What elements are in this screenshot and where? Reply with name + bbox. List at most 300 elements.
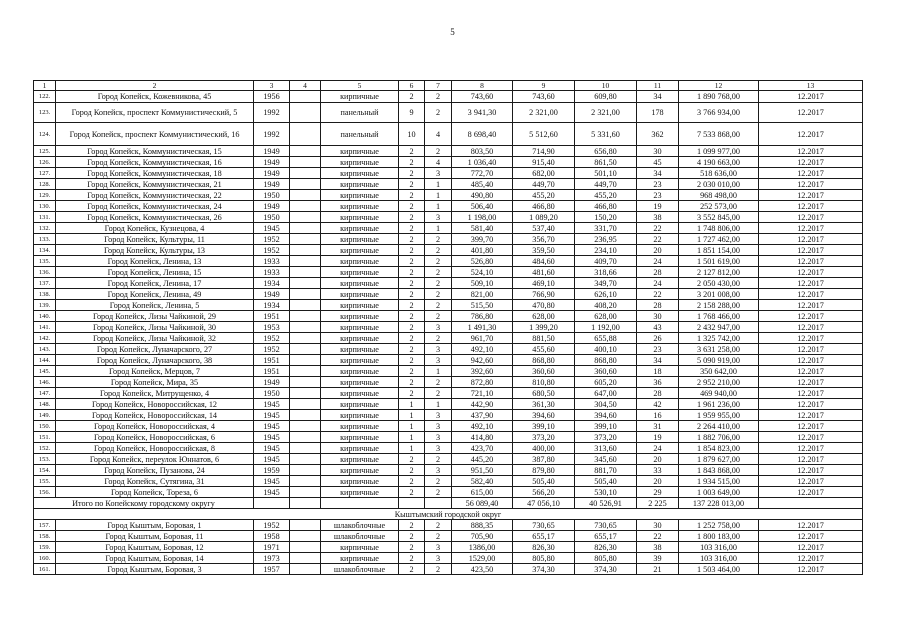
area-col9-cell: 730,65 xyxy=(513,520,575,531)
year-cell: 1949 xyxy=(254,377,290,388)
year-cell: 1952 xyxy=(254,234,290,245)
residents-cell: 36 xyxy=(637,377,679,388)
area-col10-cell: 2 321,00 xyxy=(575,103,637,123)
floors-cell: 1 xyxy=(399,410,425,421)
row-number-cell: 158. xyxy=(34,531,56,542)
area-col10-cell: 234,10 xyxy=(575,245,637,256)
entrances-cell: 2 xyxy=(425,388,452,399)
table-row xyxy=(34,454,863,465)
area-col10-cell: 501,10 xyxy=(575,168,637,179)
area-col10-cell: 609,80 xyxy=(575,91,637,103)
empty-cell xyxy=(290,487,321,498)
address-cell: Город Копейск, Новороссийская, 4 xyxy=(56,421,254,432)
year-cell: 1952 xyxy=(254,344,290,355)
entrances-cell: 2 xyxy=(425,333,452,344)
empty-cell xyxy=(290,223,321,234)
area-col10-cell: 655,17 xyxy=(575,531,637,542)
empty-cell xyxy=(290,300,321,311)
area-col9-cell: 915,40 xyxy=(513,157,575,168)
table-row xyxy=(34,465,863,476)
empty-cell xyxy=(290,432,321,443)
empty-cell xyxy=(290,531,321,542)
row-number-cell: 122. xyxy=(34,91,56,103)
cost-cell: 1 503 464,00 xyxy=(679,564,759,575)
year-cell: 1945 xyxy=(254,410,290,421)
cost-cell: 1 099 977,00 xyxy=(679,146,759,157)
wall-material-cell: кирпичные xyxy=(321,421,399,432)
floors-cell: 2 xyxy=(399,289,425,300)
table-row xyxy=(34,410,863,421)
wall-material-cell: кирпичные xyxy=(321,245,399,256)
address-cell: Город Копейск, проспект Коммунистический, 5 xyxy=(56,103,254,123)
residents-cell: 28 xyxy=(637,388,679,399)
floors-cell: 1 xyxy=(399,443,425,454)
total-area-cell: 582,40 xyxy=(452,476,513,487)
area-col9-cell: 680,50 xyxy=(513,388,575,399)
cost-cell: 1 252 758,00 xyxy=(679,520,759,531)
empty-cell xyxy=(290,146,321,157)
wall-material-cell: кирпичные xyxy=(321,366,399,377)
wall-material-cell: кирпичные xyxy=(321,256,399,267)
year-cell: 1971 xyxy=(254,542,290,553)
entrances-cell: 3 xyxy=(425,212,452,223)
area-col10-cell: 861,50 xyxy=(575,157,637,168)
wall-material-cell: шлакоблочные xyxy=(321,531,399,542)
row-number-cell: 143. xyxy=(34,344,56,355)
total-area-sum: 56 089,40 xyxy=(452,498,513,509)
empty-cell xyxy=(290,201,321,212)
year-cell: 1951 xyxy=(254,366,290,377)
area-col10-cell: 304,50 xyxy=(575,399,637,410)
area-col10-cell: 655,88 xyxy=(575,333,637,344)
year-cell: 1959 xyxy=(254,465,290,476)
cost-cell: 968 498,00 xyxy=(679,190,759,201)
residents-cell: 28 xyxy=(637,267,679,278)
entrances-cell: 2 xyxy=(425,146,452,157)
row-number-cell: 124. xyxy=(34,123,56,146)
total-area-cell: 509,10 xyxy=(452,278,513,289)
address-cell: Город Копейск, Ленина, 49 xyxy=(56,289,254,300)
cost-cell: 1 934 515,00 xyxy=(679,476,759,487)
entrances-cell: 1 xyxy=(425,179,452,190)
residents-cell: 33 xyxy=(637,465,679,476)
year-cell: 1951 xyxy=(254,355,290,366)
address-cell: Город Копейск, Лизы Чайкиной, 29 xyxy=(56,311,254,322)
deadline-cell: 12.2017 xyxy=(759,223,863,234)
row-number-cell: 123. xyxy=(34,103,56,123)
column-number: 4 xyxy=(290,81,321,91)
address-cell: Город Кыштым, Боровая, 3 xyxy=(56,564,254,575)
wall-material-cell: кирпичные xyxy=(321,234,399,245)
cost-cell: 469 940,00 xyxy=(679,388,759,399)
area-col9-cell: 394,60 xyxy=(513,410,575,421)
entrances-cell: 3 xyxy=(425,432,452,443)
area-col10-cell: 628,00 xyxy=(575,311,637,322)
row-number-cell: 130. xyxy=(34,201,56,212)
residents-cell: 178 xyxy=(637,103,679,123)
cost-cell: 1 890 768,00 xyxy=(679,91,759,103)
cost-cell: 1 325 742,00 xyxy=(679,333,759,344)
area-col10-cell: 881,70 xyxy=(575,465,637,476)
cost-cell: 3 201 008,00 xyxy=(679,289,759,300)
table-row xyxy=(34,234,863,245)
address-cell: Город Копейск, Новороссийская, 8 xyxy=(56,443,254,454)
total-area-cell: 1 036,40 xyxy=(452,157,513,168)
year-cell: 1949 xyxy=(254,157,290,168)
deadline-cell: 12.2017 xyxy=(759,465,863,476)
address-cell: Город Копейск, Коммунистическая, 22 xyxy=(56,190,254,201)
row-number-cell: 145. xyxy=(34,366,56,377)
floors-cell: 2 xyxy=(399,267,425,278)
total-area-cell: 524,10 xyxy=(452,267,513,278)
empty-cell xyxy=(290,179,321,190)
area-col9-cell: 356,70 xyxy=(513,234,575,245)
cost-cell: 103 316,00 xyxy=(679,553,759,564)
column-number: 13 xyxy=(759,81,863,91)
residents-cell: 23 xyxy=(637,179,679,190)
residents-cell: 19 xyxy=(637,201,679,212)
residents-cell: 34 xyxy=(637,168,679,179)
row-number-cell: 129. xyxy=(34,190,56,201)
entrances-cell: 3 xyxy=(425,344,452,355)
year-cell: 1934 xyxy=(254,300,290,311)
total-area-cell: 492,10 xyxy=(452,421,513,432)
entrances-cell: 3 xyxy=(425,553,452,564)
entrances-cell: 2 xyxy=(425,454,452,465)
area-col10-cell: 530,10 xyxy=(575,487,637,498)
entrances-cell: 2 xyxy=(425,311,452,322)
year-cell: 1933 xyxy=(254,267,290,278)
empty-cell xyxy=(290,454,321,465)
wall-material-cell: кирпичные xyxy=(321,212,399,223)
area-col10-cell: 236,95 xyxy=(575,234,637,245)
table-row xyxy=(34,476,863,487)
cost-cell: 2 127 812,00 xyxy=(679,267,759,278)
residents-cell: 18 xyxy=(637,366,679,377)
area-col9-cell: 374,30 xyxy=(513,564,575,575)
deadline-cell: 12.2017 xyxy=(759,256,863,267)
total-area-cell: 942,60 xyxy=(452,355,513,366)
entrances-cell: 2 xyxy=(425,520,452,531)
cost-cell: 252 573,00 xyxy=(679,201,759,212)
wall-material-cell: кирпичные xyxy=(321,553,399,564)
empty-cell xyxy=(290,366,321,377)
empty-cell xyxy=(290,245,321,256)
wall-material-cell: кирпичные xyxy=(321,377,399,388)
deadline-cell: 12.2017 xyxy=(759,487,863,498)
table-row xyxy=(34,388,863,399)
row-number-cell: 141. xyxy=(34,322,56,333)
total-area-cell: 437,90 xyxy=(452,410,513,421)
total-area-cell: 821,00 xyxy=(452,289,513,300)
wall-material-cell: кирпичные xyxy=(321,333,399,344)
housing-registry-table xyxy=(33,80,863,575)
total-area-cell: 490,80 xyxy=(452,190,513,201)
area-col10-cell: 805,80 xyxy=(575,553,637,564)
area-col9-cell: 805,80 xyxy=(513,553,575,564)
empty-cell xyxy=(290,355,321,366)
address-cell: Город Копейск, Митрущенко, 4 xyxy=(56,388,254,399)
wall-material-cell: кирпичные xyxy=(321,300,399,311)
residents-sum: 2 225 xyxy=(637,498,679,509)
cost-cell: 1 800 183,00 xyxy=(679,531,759,542)
area-col9-cell: 387,80 xyxy=(513,454,575,465)
area-col10-cell: 1 192,00 xyxy=(575,322,637,333)
row-number-cell: 151. xyxy=(34,432,56,443)
wall-material-cell: кирпичные xyxy=(321,465,399,476)
floors-cell: 2 xyxy=(399,487,425,498)
cost-cell: 2 952 210,00 xyxy=(679,377,759,388)
wall-material-cell: панельный xyxy=(321,103,399,123)
residents-cell: 16 xyxy=(637,410,679,421)
wall-material-cell: кирпичные xyxy=(321,443,399,454)
entrances-cell: 2 xyxy=(425,476,452,487)
row-number-cell: 138. xyxy=(34,289,56,300)
cost-cell: 1 843 868,00 xyxy=(679,465,759,476)
wall-material-cell: панельный xyxy=(321,123,399,146)
total-area-cell: 392,60 xyxy=(452,366,513,377)
total-area-cell: 414,80 xyxy=(452,432,513,443)
wall-material-cell: кирпичные xyxy=(321,201,399,212)
column-number: 9 xyxy=(513,81,575,91)
area-col10-cell: 605,20 xyxy=(575,377,637,388)
empty-cell xyxy=(254,498,290,509)
entrances-cell: 3 xyxy=(425,168,452,179)
address-cell: Город Копейск, Новороссийская, 12 xyxy=(56,399,254,410)
address-cell: Город Кыштым, Боровая, 12 xyxy=(56,542,254,553)
year-cell: 1953 xyxy=(254,322,290,333)
area-col10-sum: 40 526,91 xyxy=(575,498,637,509)
total-area-cell: 1 198,00 xyxy=(452,212,513,223)
row-number-cell: 160. xyxy=(34,553,56,564)
table-row xyxy=(34,377,863,388)
year-cell: 1992 xyxy=(254,123,290,146)
table-row xyxy=(34,366,863,377)
area-col10-cell: 408,20 xyxy=(575,300,637,311)
year-cell: 1945 xyxy=(254,432,290,443)
deadline-cell: 12.2017 xyxy=(759,421,863,432)
address-cell: Город Копейск, Коммунистическая, 16 xyxy=(56,157,254,168)
table-row xyxy=(34,212,863,223)
row-number-cell: 153. xyxy=(34,454,56,465)
empty-cell xyxy=(290,289,321,300)
address-cell: Город Копейск, Новороссийская, 14 xyxy=(56,410,254,421)
floors-cell: 9 xyxy=(399,103,425,123)
row-number-cell: 132. xyxy=(34,223,56,234)
floors-cell: 2 xyxy=(399,531,425,542)
table-row xyxy=(34,201,863,212)
address-cell: Город Копейск, Коммунистическая, 21 xyxy=(56,179,254,190)
year-cell: 1958 xyxy=(254,531,290,542)
total-area-cell: 951,50 xyxy=(452,465,513,476)
floors-cell: 2 xyxy=(399,157,425,168)
deadline-cell: 12.2017 xyxy=(759,300,863,311)
area-col10-cell: 455,20 xyxy=(575,190,637,201)
wall-material-cell: кирпичные xyxy=(321,388,399,399)
residents-cell: 42 xyxy=(637,399,679,410)
total-area-cell: 705,90 xyxy=(452,531,513,542)
total-area-cell: 888,35 xyxy=(452,520,513,531)
residents-cell: 30 xyxy=(637,520,679,531)
entrances-cell: 2 xyxy=(425,531,452,542)
area-col9-cell: 449,70 xyxy=(513,179,575,190)
deadline-cell: 12.2017 xyxy=(759,179,863,190)
row-number-cell: 136. xyxy=(34,267,56,278)
year-cell: 1952 xyxy=(254,520,290,531)
floors-cell: 2 xyxy=(399,520,425,531)
column-number: 7 xyxy=(425,81,452,91)
area-col10-cell: 400,10 xyxy=(575,344,637,355)
empty-cell xyxy=(290,399,321,410)
residents-cell: 23 xyxy=(637,344,679,355)
empty-cell xyxy=(290,410,321,421)
residents-cell: 39 xyxy=(637,553,679,564)
row-number-cell: 134. xyxy=(34,245,56,256)
total-area-cell: 492,10 xyxy=(452,344,513,355)
floors-cell: 2 xyxy=(399,179,425,190)
address-cell: Город Копейск, Ленина, 15 xyxy=(56,267,254,278)
cost-cell: 5 090 919,00 xyxy=(679,355,759,366)
area-col9-cell: 469,10 xyxy=(513,278,575,289)
area-col9-cell: 682,00 xyxy=(513,168,575,179)
floors-cell: 2 xyxy=(399,366,425,377)
empty-cell xyxy=(290,465,321,476)
table-row xyxy=(34,333,863,344)
cost-cell: 2 050 430,00 xyxy=(679,278,759,289)
column-number-row xyxy=(34,81,863,91)
year-cell: 1945 xyxy=(254,399,290,410)
area-col9-cell: 360,60 xyxy=(513,366,575,377)
area-col9-cell: 466,80 xyxy=(513,201,575,212)
cost-cell: 2 264 410,00 xyxy=(679,421,759,432)
floors-cell: 2 xyxy=(399,564,425,575)
column-number: 6 xyxy=(399,81,425,91)
empty-cell xyxy=(290,311,321,322)
area-col10-cell: 394,60 xyxy=(575,410,637,421)
table-row xyxy=(34,564,863,575)
residents-cell: 22 xyxy=(637,234,679,245)
address-cell: Город Кыштым, Боровая, 11 xyxy=(56,531,254,542)
floors-cell: 2 xyxy=(399,223,425,234)
deadline-cell: 12.2017 xyxy=(759,157,863,168)
deadline-cell: 12.2017 xyxy=(759,553,863,564)
residents-cell: 22 xyxy=(637,289,679,300)
residents-cell: 22 xyxy=(637,531,679,542)
empty-cell xyxy=(290,520,321,531)
deadline-cell: 12.2017 xyxy=(759,91,863,103)
table-row xyxy=(34,223,863,234)
deadline-cell: 12.2017 xyxy=(759,267,863,278)
area-col10-cell: 505,40 xyxy=(575,476,637,487)
area-col10-cell: 399,10 xyxy=(575,421,637,432)
row-number-cell: 139. xyxy=(34,300,56,311)
entrances-cell: 1 xyxy=(425,190,452,201)
total-area-cell: 872,80 xyxy=(452,377,513,388)
cost-cell: 2 158 288,00 xyxy=(679,300,759,311)
entrances-cell: 1 xyxy=(425,366,452,377)
area-col10-cell: 345,60 xyxy=(575,454,637,465)
wall-material-cell: шлакоблочные xyxy=(321,564,399,575)
deadline-cell: 12.2017 xyxy=(759,531,863,542)
year-cell: 1973 xyxy=(254,553,290,564)
table-row xyxy=(34,157,863,168)
section-title: Кыштымский городской округ xyxy=(34,509,863,520)
area-col10-cell: 449,70 xyxy=(575,179,637,190)
cost-cell: 103 316,00 xyxy=(679,542,759,553)
floors-cell: 2 xyxy=(399,542,425,553)
total-area-cell: 1386,00 xyxy=(452,542,513,553)
empty-cell xyxy=(290,564,321,575)
deadline-cell: 12.2017 xyxy=(759,190,863,201)
kyshtym-section-row xyxy=(34,509,863,520)
year-cell: 1952 xyxy=(254,333,290,344)
deadline-cell: 12.2017 xyxy=(759,377,863,388)
entrances-cell: 3 xyxy=(425,421,452,432)
deadline-cell: 12.2017 xyxy=(759,366,863,377)
year-cell: 1945 xyxy=(254,421,290,432)
area-col9-cell: 1 089,20 xyxy=(513,212,575,223)
empty-cell xyxy=(290,123,321,146)
total-area-cell: 485,40 xyxy=(452,179,513,190)
year-cell: 1949 xyxy=(254,146,290,157)
table-row xyxy=(34,168,863,179)
floors-cell: 10 xyxy=(399,123,425,146)
table-row xyxy=(34,256,863,267)
deadline-cell: 12.2017 xyxy=(759,344,863,355)
floors-cell: 2 xyxy=(399,168,425,179)
area-col9-cell: 505,40 xyxy=(513,476,575,487)
address-cell: Город Кыштым, Боровая, 1 xyxy=(56,520,254,531)
deadline-cell: 12.2017 xyxy=(759,355,863,366)
table-row xyxy=(34,190,863,201)
total-area-cell: 445,20 xyxy=(452,454,513,465)
area-col10-cell: 331,70 xyxy=(575,223,637,234)
column-number: 10 xyxy=(575,81,637,91)
area-col9-cell: 481,60 xyxy=(513,267,575,278)
row-number-cell: 156. xyxy=(34,487,56,498)
deadline-cell: 12.2017 xyxy=(759,311,863,322)
year-cell: 1956 xyxy=(254,91,290,103)
deadline-cell: 12.2017 xyxy=(759,212,863,223)
year-cell: 1950 xyxy=(254,190,290,201)
wall-material-cell: кирпичные xyxy=(321,278,399,289)
empty-cell xyxy=(290,212,321,223)
cost-cell: 350 642,00 xyxy=(679,366,759,377)
wall-material-cell: кирпичные xyxy=(321,190,399,201)
empty-cell xyxy=(290,322,321,333)
total-area-cell: 615,00 xyxy=(452,487,513,498)
year-cell: 1952 xyxy=(254,245,290,256)
deadline-cell: 12.2017 xyxy=(759,454,863,465)
area-col9-cell: 743,60 xyxy=(513,91,575,103)
column-number: 11 xyxy=(637,81,679,91)
entrances-cell: 2 xyxy=(425,267,452,278)
table-row xyxy=(34,531,863,542)
row-number-cell: 148. xyxy=(34,399,56,410)
area-col9-cell: 359,50 xyxy=(513,245,575,256)
empty-cell xyxy=(290,333,321,344)
table-row xyxy=(34,421,863,432)
area-col10-cell: 626,10 xyxy=(575,289,637,300)
cost-cell: 4 190 663,00 xyxy=(679,157,759,168)
area-col9-sum: 47 056,10 xyxy=(513,498,575,509)
kyshtym-rows xyxy=(34,520,863,575)
floors-cell: 2 xyxy=(399,234,425,245)
table-row xyxy=(34,443,863,454)
wall-material-cell: кирпичные xyxy=(321,168,399,179)
entrances-cell: 3 xyxy=(425,542,452,553)
address-cell: Город Копейск, Ленина, 17 xyxy=(56,278,254,289)
